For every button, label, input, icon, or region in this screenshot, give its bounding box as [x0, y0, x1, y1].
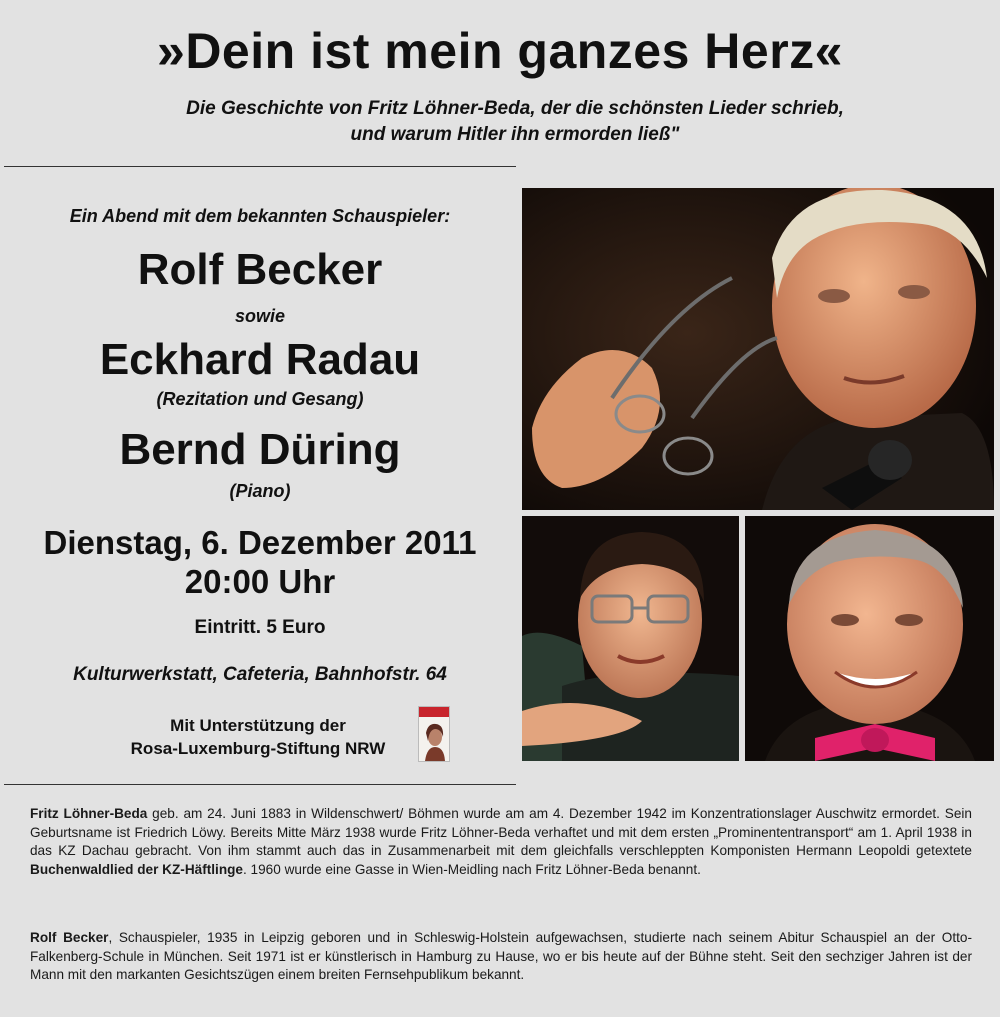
sponsor-line-2: Rosa-Luxemburg-Stiftung NRW — [130, 739, 386, 758]
photo-bernd-duering — [745, 516, 994, 761]
bio-text-2: , Schauspieler, 1935 in Leipzig geboren und in Schleswig-Holstein aufgewachsen, studierte nach seinem Abitur Schauspiel an der Otto-Falkenberg-Schule in München. Seit 1971 ist er künstlerisch in Hamburg zu Hause, wo er bis heute auf der Bühne steht. Seit den sechziger Jahren ist der Mann mit den markanten Gesichtszügen einem breiten Fernsehpublikum bekannt. — [30, 930, 972, 982]
event-time: 20:00 Uhr — [184, 563, 336, 600]
photo-eckhard-radau — [522, 516, 739, 761]
performer-eckhard-radau: Eckhard Radau — [99, 335, 421, 384]
performer-role-piano: (Piano) — [229, 481, 291, 501]
event-subtitle — [0, 96, 1000, 148]
sponsor-logo — [418, 706, 450, 762]
bio-fritz-loehner-beda — [30, 805, 972, 879]
performer-role-recitation: (Rezitation und Gesang) — [156, 389, 364, 409]
entry-fee: Eintritt. 5 Euro — [194, 617, 326, 638]
divider-top — [4, 166, 516, 167]
performer-rolf-becker: Rolf Becker — [137, 245, 383, 294]
photo-rolf-becker — [522, 188, 994, 510]
intro-text: Ein Abend mit dem bekannten Schauspieler: — [69, 206, 451, 226]
performer-bernd-duering: Bernd Düring — [119, 425, 401, 474]
bio-name-rolf-becker: Rolf Becker — [30, 930, 109, 945]
subtitle-line-1: Die Geschichte von Fritz Löhner-Beda, der die schönsten Lieder schrieb, — [186, 98, 844, 119]
event-venue: Kulturwerkstatt, Cafeteria, Bahnhofstr. 64 — [73, 664, 447, 685]
bio-song-title: Buchenwaldlied der KZ-Häftlinge — [30, 861, 243, 877]
sponsor-text — [98, 714, 418, 760]
bio-rolf-becker — [30, 929, 972, 985]
divider-bottom — [4, 784, 516, 785]
sponsor-line-1: Mit Unterstützung der — [170, 716, 346, 735]
bio-text-1a: geb. am 24. Juni 1883 in Wildenschwert/ Böhmen wurde am am 4. Dezember 1942 im Konzentrationslager Auschwitz ermordet. Sein Geburtsname ist Friedrich Löwy. Bereits Mitte März 1938 wurde Fritz Löhner-Beda verhaftet und mit dem ersten „Prominententransport“ am 1. April 1938 in das KZ Dachau gebracht. Von ihm stammt auch das in Zusammenarbeit mit dem gleichfalls verschleppten Komponisten Hermann Leopoldi getextete — [30, 806, 972, 858]
subtitle-line-2: und warum Hitler ihn ermorden ließ" — [350, 124, 680, 145]
bio-name-loehner-beda: Fritz Löhner-Beda — [30, 806, 148, 821]
connector-text: sowie — [234, 306, 286, 326]
event-title: »Dein ist mein ganzes Herz« — [157, 23, 843, 79]
bio-text-1b: . 1960 wurde eine Gasse in Wien-Meidling nach Fritz Löhner-Beda benannt. — [243, 861, 701, 877]
event-date: Dienstag, 6. Dezember 2011 — [43, 524, 477, 561]
